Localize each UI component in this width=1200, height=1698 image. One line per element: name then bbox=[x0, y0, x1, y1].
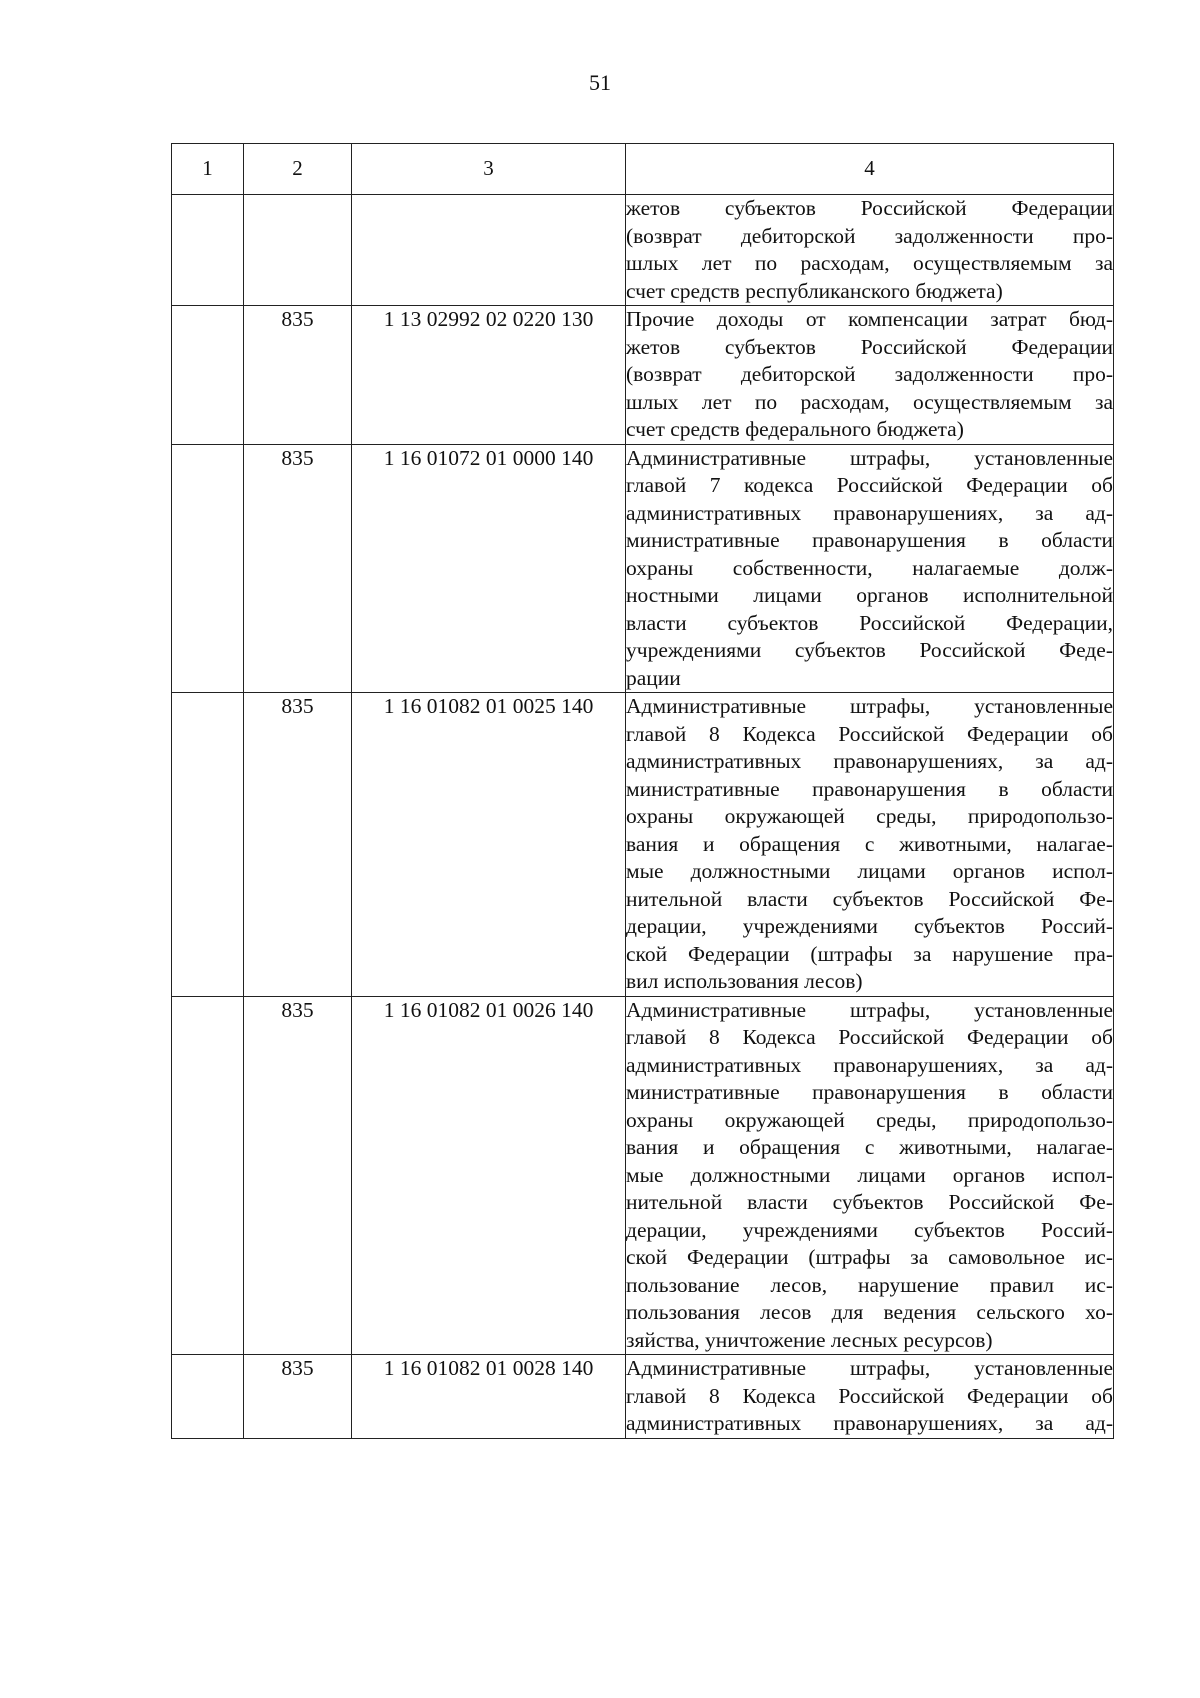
description-line: пользование лесов, нарушение правил ис- bbox=[626, 1272, 1113, 1297]
description-line: охраны собственности, налагаемые долж- bbox=[626, 555, 1113, 580]
description-cell bbox=[626, 444, 1114, 693]
description-line: нительной власти субъектов Российской Фе- bbox=[626, 1190, 1113, 1214]
description-line: дерации, учреждениями субъектов Россий- bbox=[626, 1217, 1113, 1242]
description-line: зяйства, уничтожение лесных ресурсов) bbox=[626, 1327, 993, 1352]
description-line: административных правонарушениях, за ад- bbox=[626, 500, 1113, 525]
description-line: министративные правонарушения в области bbox=[626, 1080, 1113, 1104]
row-number-cell bbox=[172, 693, 244, 997]
description-line: мые должностными лицами органов испол- bbox=[626, 859, 1113, 883]
description-line: Прочие доходы от компенсации затрат бюд- bbox=[626, 307, 1113, 331]
administrator-code-cell: 835 bbox=[244, 996, 352, 1355]
description-line: (возврат дебиторской задолженности про- bbox=[626, 223, 1113, 248]
description-line: мые должностными лицами органов испол- bbox=[626, 1162, 1113, 1187]
administrator-code-cell: 835 bbox=[244, 1355, 352, 1439]
description-line: шлых лет по расходам, осуществляемым за bbox=[626, 251, 1113, 275]
description-line: шлых лет по расходам, осуществляемым за bbox=[626, 389, 1113, 414]
description-line: главой 8 Кодекса Российской Федерации об bbox=[626, 1025, 1113, 1049]
table-row bbox=[172, 306, 1114, 445]
description-cell bbox=[626, 195, 1114, 306]
description-line: охраны окружающей среды, природопользо- bbox=[626, 1107, 1113, 1132]
description-line: главой 7 кодекса Российской Федерации об bbox=[626, 473, 1113, 497]
table-row bbox=[172, 996, 1114, 1355]
description-cell bbox=[626, 693, 1114, 997]
description-line: ской Федерации (штрафы за самовольное ис- bbox=[626, 1245, 1113, 1269]
column-header-1: 1 bbox=[172, 144, 244, 195]
description-line: административных правонарушениях, за ад- bbox=[626, 1052, 1113, 1077]
row-number-cell bbox=[172, 306, 244, 445]
description-cell bbox=[626, 306, 1114, 445]
description-line: министративные правонарушения в области bbox=[626, 528, 1113, 552]
description-line: административных правонарушениях, за ад- bbox=[626, 749, 1113, 773]
description-line: Административные штрафы, установленные bbox=[626, 1356, 1113, 1380]
description-line: административных правонарушениях, за ад- bbox=[626, 1411, 1113, 1435]
revenue-code-cell: 1 16 01082 01 0025 140 bbox=[352, 693, 626, 997]
description-cell bbox=[626, 996, 1114, 1355]
administrator-code-cell: 835 bbox=[244, 693, 352, 997]
description-line: жетов субъектов Российской Федерации bbox=[626, 334, 1113, 359]
table-body bbox=[172, 195, 1114, 1439]
description-line: главой 8 Кодекса Российской Федерации об bbox=[626, 721, 1113, 746]
description-line: ской Федерации (штрафы за нарушение пра- bbox=[626, 941, 1113, 966]
description-line: главой 8 Кодекса Российской Федерации об bbox=[626, 1383, 1113, 1408]
column-header-2: 2 bbox=[244, 144, 352, 195]
description-line: рации bbox=[626, 665, 681, 690]
column-header-3: 3 bbox=[352, 144, 626, 195]
description-line: Административные штрафы, установленные bbox=[626, 694, 1113, 718]
description-line: вания и обращения с животными, налагае- bbox=[626, 1135, 1113, 1159]
description-line: Административные штрафы, установленные bbox=[626, 997, 1113, 1022]
row-number-cell bbox=[172, 195, 244, 306]
revenue-codes-table bbox=[171, 143, 1114, 1439]
administrator-code-cell: 835 bbox=[244, 444, 352, 693]
column-header-4: 4 bbox=[626, 144, 1114, 195]
revenue-code-cell: 1 16 01082 01 0026 140 bbox=[352, 996, 626, 1355]
description-line: счет средств республиканского бюджета) bbox=[626, 278, 1003, 303]
description-line: дерации, учреждениями субъектов Россий- bbox=[626, 914, 1113, 938]
description-cell bbox=[626, 1355, 1114, 1439]
administrator-code-cell: 835 bbox=[244, 306, 352, 445]
description-line: ностными лицами органов исполнительной bbox=[626, 583, 1113, 607]
description-line: (возврат дебиторской задолженности про- bbox=[626, 362, 1113, 386]
description-line: нительной власти субъектов Российской Фе- bbox=[626, 886, 1113, 911]
description-line: жетов субъектов Российской Федерации bbox=[626, 196, 1113, 220]
administrator-code-cell bbox=[244, 195, 352, 306]
table-row bbox=[172, 1355, 1114, 1439]
table-row bbox=[172, 195, 1114, 306]
description-line: счет средств федерального бюджета) bbox=[626, 417, 964, 441]
table-row bbox=[172, 693, 1114, 997]
row-number-cell bbox=[172, 444, 244, 693]
description-line: министративные правонарушения в области bbox=[626, 776, 1113, 801]
table-header-row bbox=[172, 144, 1114, 195]
revenue-code-cell: 1 16 01072 01 0000 140 bbox=[352, 444, 626, 693]
page-number: 51 bbox=[589, 70, 611, 95]
description-line: вил использования лесов) bbox=[626, 969, 863, 993]
description-line: вания и обращения с животными, налагае- bbox=[626, 831, 1113, 856]
row-number-cell bbox=[172, 1355, 244, 1439]
revenue-code-cell: 1 13 02992 02 0220 130 bbox=[352, 306, 626, 445]
revenue-code-cell: 1 16 01082 01 0028 140 bbox=[352, 1355, 626, 1439]
description-line: пользования лесов для ведения сельского хо- bbox=[626, 1300, 1113, 1324]
row-number-cell bbox=[172, 996, 244, 1355]
revenue-code-cell bbox=[352, 195, 626, 306]
description-line: власти субъектов Российской Федерации, bbox=[626, 610, 1113, 635]
description-line: Административные штрафы, установленные bbox=[626, 445, 1113, 470]
description-line: учреждениями субъектов Российской Феде- bbox=[626, 638, 1113, 662]
description-line: охраны окружающей среды, природопользо- bbox=[626, 804, 1113, 828]
table-row bbox=[172, 444, 1114, 693]
